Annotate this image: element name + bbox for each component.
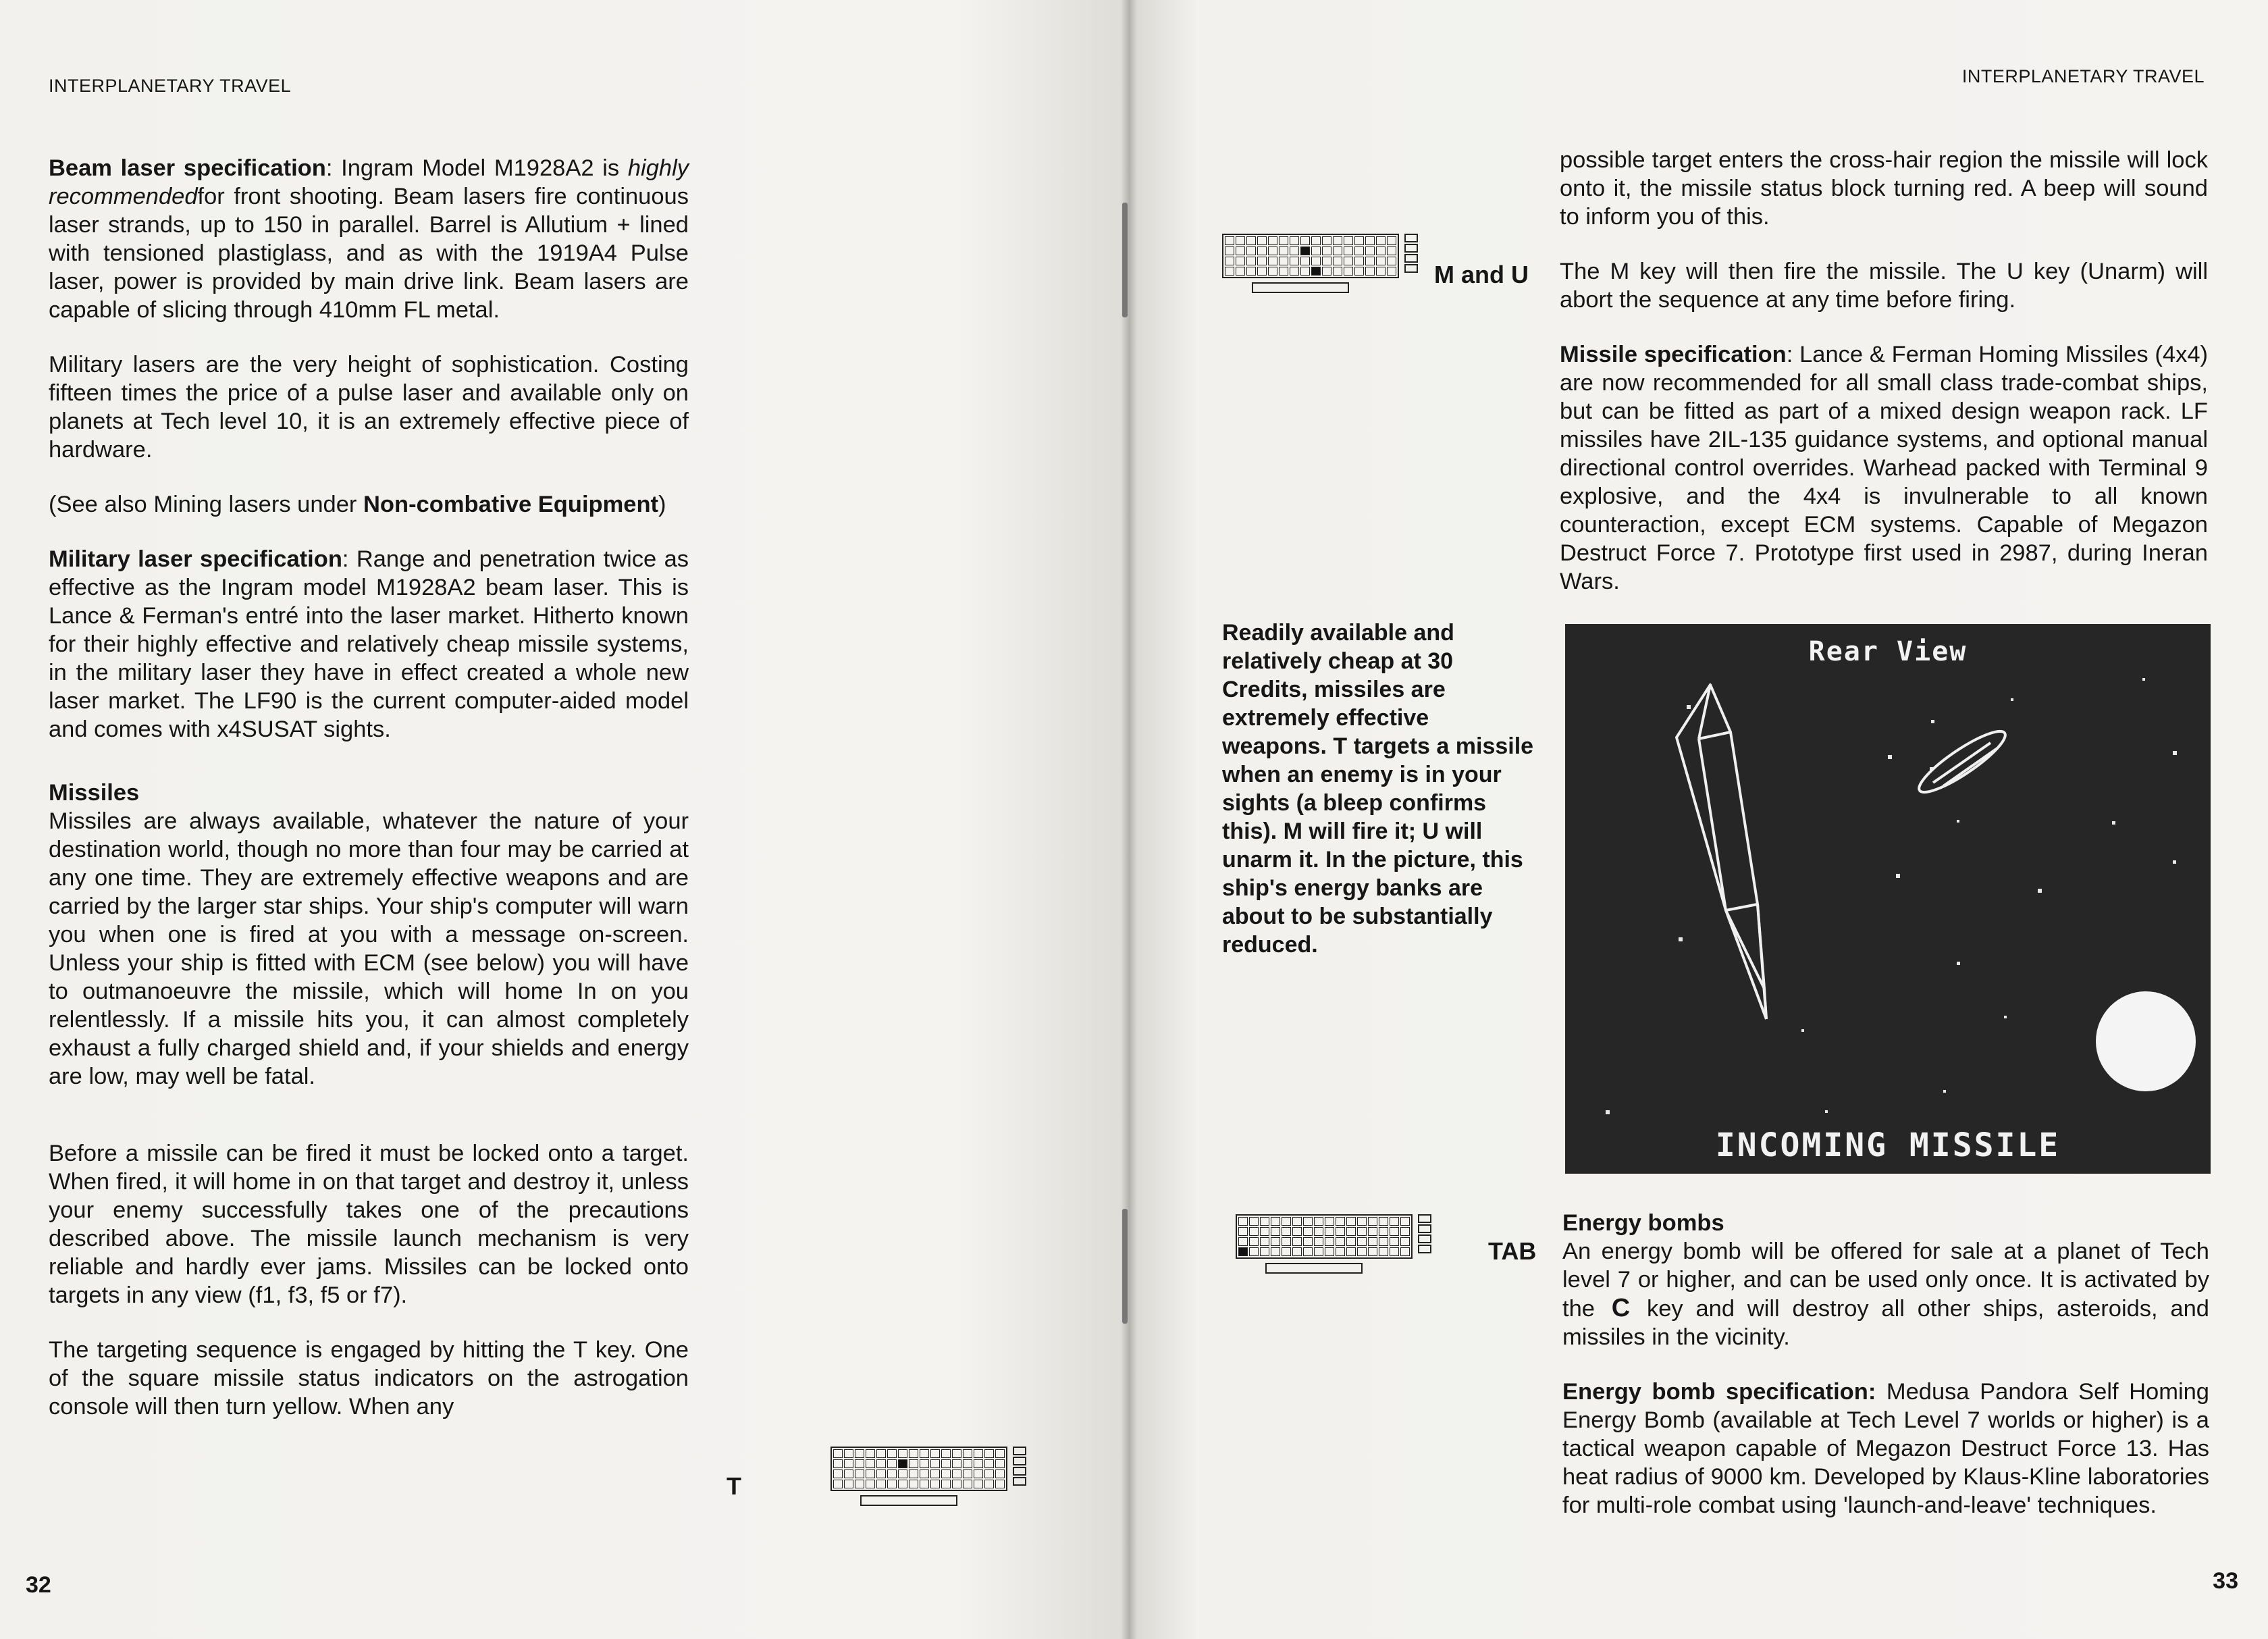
screen-title: Rear View [1808, 636, 1968, 667]
energy-bomb-text-1: An energy bomb will be offered for sale at a planet of Tech level 7 or higher, and can be used only once. It is activated by the [1562, 1239, 2209, 1322]
keyboard-spacebar [860, 1495, 957, 1506]
keyboard-keys [1222, 234, 1399, 278]
m-key-highlight [1311, 267, 1321, 276]
function-keys [1418, 1214, 1431, 1253]
t-key-highlight [898, 1459, 907, 1468]
running-header-left: INTERPLANETARY TRAVEL [49, 76, 292, 96]
key-label-t: T [727, 1472, 741, 1500]
staple-bottom [1122, 1209, 1128, 1324]
commodore-key-icon: C [1611, 1294, 1631, 1322]
beam-laser-emphasis: highly recommended [49, 155, 689, 209]
missile-lock-paragraph: Before a missile can be fired it must be locked onto a target. When fired, it will home in on that target and destroy it, unless your enemy successfully takes one of the precautions described above. The missile launch mechanism is very reliable and hardly ever jams. Missiles can be locked onto targets in any view (f1, f3, f5 or f7). [49, 1141, 689, 1308]
fire-unarm-paragraph: The M key will then fire the missile. The U key (Unarm) will abort the sequence at any time before firing. [1560, 259, 2208, 313]
energy-bomb-paragraph [1562, 1237, 2209, 1351]
see-also-paragraph [49, 490, 689, 519]
military-laser-spec-label: Military laser specification [49, 546, 342, 572]
commodore-key-highlight [1238, 1247, 1248, 1256]
keyboard-diagram-tab [1236, 1214, 1431, 1259]
missiles-paragraph: Missiles are always available, whatever the nature of your destination world, though no more than four may be carried at any one time. They are extremely effective weapons and are carried by the larger star ships. Your ship's computer will warn you when one is fired at you with a message on-screen. Unless your ship is fitted with ECM (see below) you will have to outmanoeuvre the missile, which will home In on you relentlessly. If a missile hits you, it can almost completely exhaust a fully charged shield and, if your shields and energy are low, may well be fatal. [49, 808, 689, 1089]
screen-caption: Readily available and relatively cheap at 30 Credits, missiles are extremely effective weapons. T targets a missile when an enemy is in your sights (a bleep confirms this). M will fire it; U will unarm it. In the picture, this ship's energy banks are about to be substantially reduced. [1222, 620, 1534, 958]
beam-laser-spec-paragraph [49, 154, 689, 324]
page-number-left: 32 [26, 1572, 51, 1598]
energy-bomb-spec-paragraph [1562, 1378, 2209, 1519]
key-label-m-u: M and U [1434, 261, 1529, 288]
incoming-missile-wireframe [1677, 685, 1766, 1019]
energy-bomb-spec-label: Energy bomb specification: [1562, 1379, 1876, 1405]
missile-spec-label: Missile specification [1560, 342, 1787, 367]
keyboard-spacebar [1265, 1263, 1363, 1274]
game-screenshot-rear-view [1565, 624, 2211, 1174]
page-number-right: 33 [2213, 1568, 2238, 1594]
energy-bomb-text-2: key and will destroy all other ships, asteroids, and missiles in the vicinity. [1562, 1296, 2209, 1350]
keyboard-keys [1236, 1214, 1413, 1259]
function-keys [1013, 1447, 1026, 1486]
see-also-text: (See also Mining lasers under [49, 492, 363, 517]
keyboard-diagram-m-u [1222, 234, 1418, 278]
running-header-right: INTERPLANETARY TRAVEL [1961, 66, 2205, 86]
beam-laser-text-2: for front shooting. Beam lasers fire continuous laser strands, up to 150 in parallel. Barrel is Allutium + lined with tensioned plastiglass, and as with the 1919A4 Pulse laser, power is provided by main drive link. Beam lasers are capable of slicing through 410mm FL metal. [49, 184, 689, 323]
incoming-missile-message: INCOMING MISSILE [1715, 1126, 2061, 1164]
target-lock-paragraph: possible target enters the cross-hair region the missile will lock onto it, the missile status block turning red. A beep will sound to inform you of this. [1560, 147, 2208, 230]
right-column-top [1560, 146, 2208, 622]
energy-bombs-heading: Energy bombs [1562, 1210, 1724, 1236]
missile-spec-text: : Lance & Ferman Homing Missiles (4x4) are now recommended for all small class trade-combat ships, but can be fitted as part of a mixed design weapon rack. LF missiles have 2IL-135 guidance systems, and optional manual directional control overrides. Warhead packed with Terminal 9 explosive, and the 4x4 is invulnerable to all known counteraction, except ECM systems. Capable of Megazon Destruct Force 7. Prototype first used in 2987, during Ineran Wars. [1560, 342, 2208, 594]
u-key-highlight [1300, 246, 1310, 255]
military-laser-spec-paragraph [49, 545, 689, 744]
space-scene [1565, 624, 2211, 1174]
see-also-reference: Non-combative Equipment [363, 492, 659, 517]
see-also-close: ) [658, 492, 666, 517]
military-laser-spec-text: : Range and penetration twice as effective as the Ingram model M1928A2 beam laser. This is Lance & Ferman's entré into the laser market. Hitherto known for their highly effective and relatively cheap missile systems, in the military laser they have in effect created a whole new laser market. The LF90 is the current computer-aided model and comes with x4SUSAT sights. [49, 546, 689, 742]
keyboard-spacebar [1252, 282, 1349, 293]
targeting-paragraph: The targeting sequence is engaged by hitting the T key. One of the square missile status indicators on the astrogation console will then turn yellow. When any [49, 1337, 689, 1420]
stars [1606, 678, 2177, 1114]
beam-laser-text-1: : Ingram Model M1928A2 is [325, 155, 628, 181]
key-label-tab: TAB [1488, 1237, 1537, 1265]
energy-bomb-spec-text: Medusa Pandora Self Homing Energy Bomb (available at Tech Level 7 worlds or higher) is a tactical weapon capable of Megazon Destruct Force 13. Has heat radius of 9000 km. Developed by Klaus-Kline laboratories for multi-role combat using 'launch-and-leave' techniques. [1562, 1379, 2209, 1518]
staple-top [1122, 203, 1128, 317]
keyboard-keys [830, 1447, 1007, 1491]
keyboard-diagram-t [830, 1447, 1026, 1491]
left-column [49, 154, 689, 1447]
beam-laser-spec-label: Beam laser specification [49, 155, 326, 181]
missile-spec-paragraph [1560, 340, 2208, 596]
missiles-heading: Missiles [49, 780, 140, 806]
function-keys [1404, 234, 1418, 273]
right-column-bottom [1562, 1209, 2209, 1546]
military-lasers-paragraph: Military lasers are the very height of sophistication. Costing fifteen times the price of a pulse laser and available only on planets at Tech level 10, it is an extremely effective piece of hardware. [49, 352, 689, 463]
enemy-ship-wireframe [1913, 723, 2011, 801]
planet [2096, 991, 2196, 1091]
